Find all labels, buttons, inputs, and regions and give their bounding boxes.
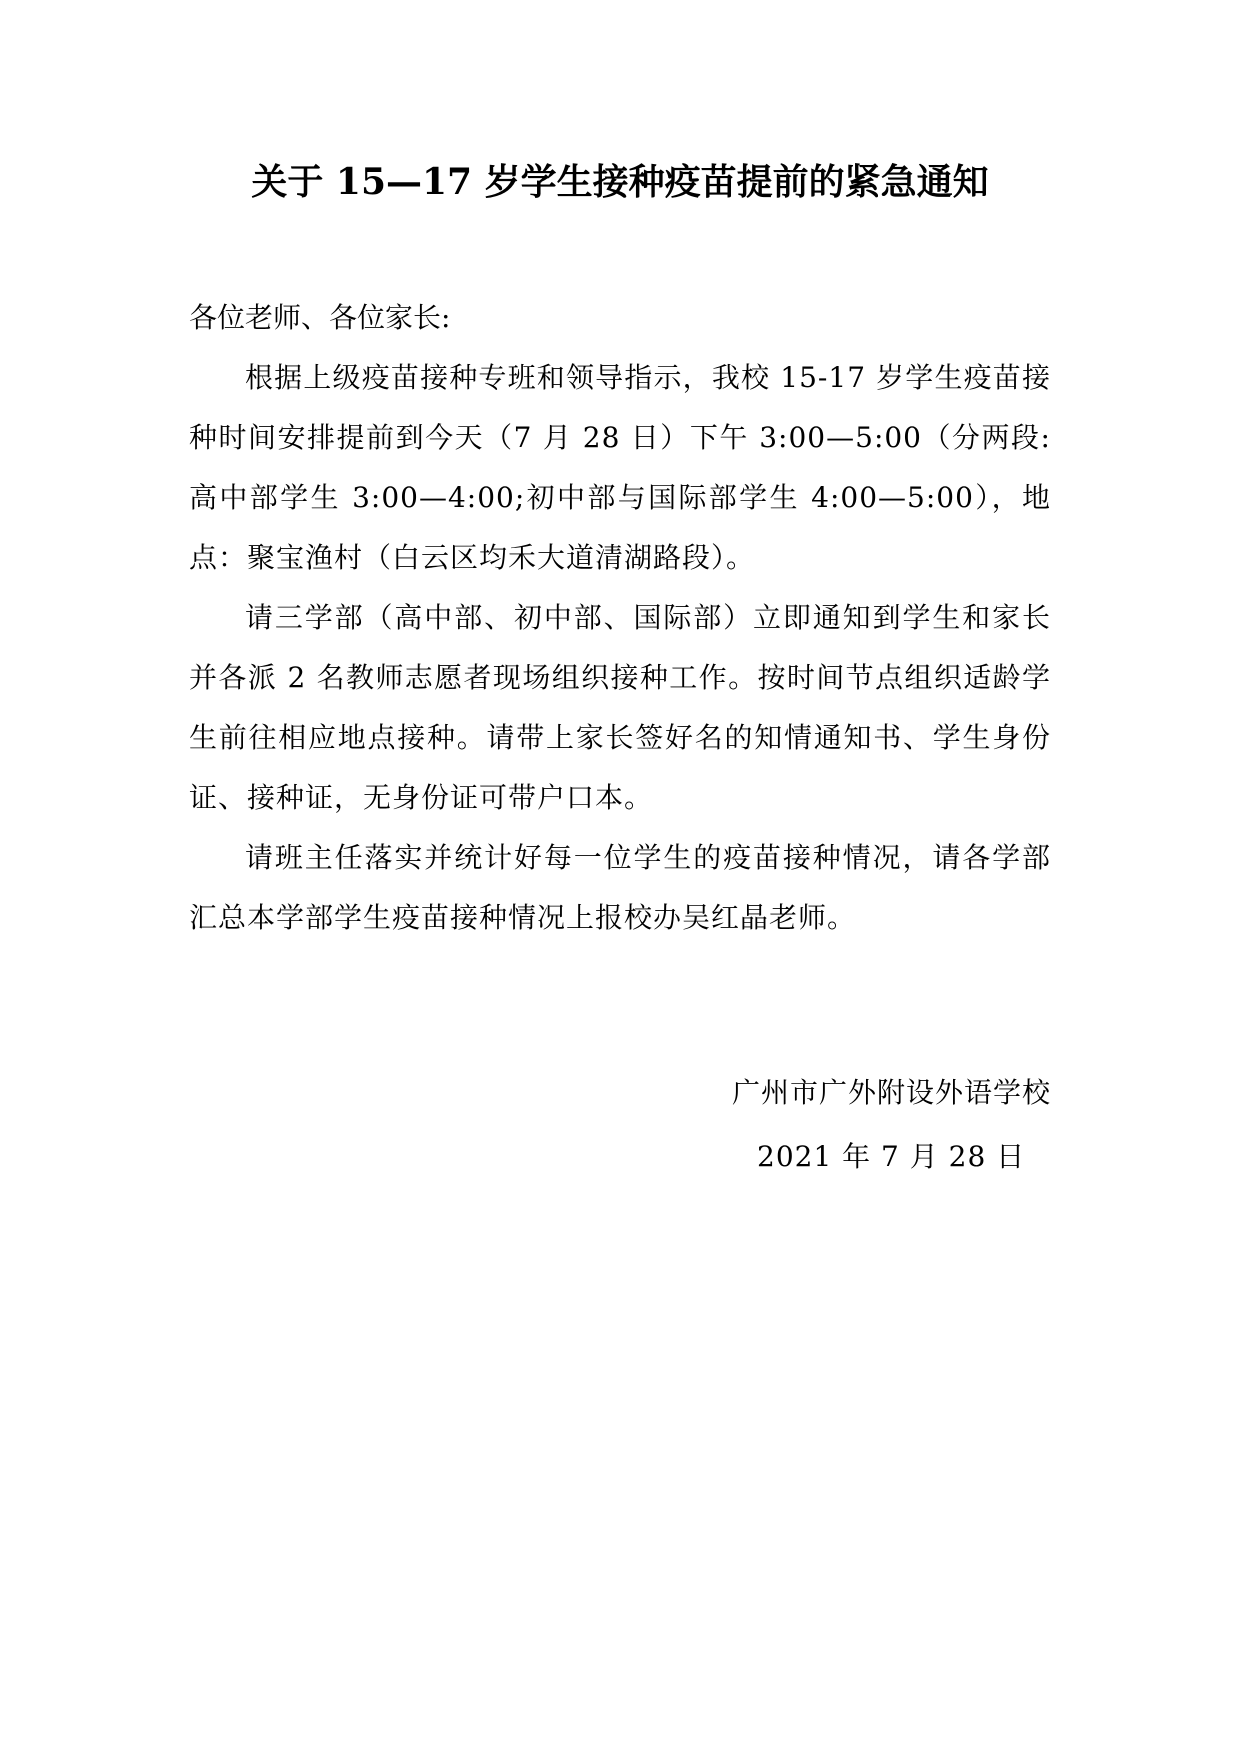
signature-date: 2021 年 7 月 28 日 (757, 1140, 1026, 1173)
document-title: 关于 15—17 岁学生接种疫苗提前的紧急通知 (251, 161, 989, 203)
salutation: 各位老师、各位家长: (189, 301, 451, 334)
paragraph-schedule: 根据上级疫苗接种专班和领导指示，我校 15-17 岁学生疫苗接种时间安排提前到今天（7 月 28 日）下午 3:00—5:00（分两段:高中部学生 3:00—4:00;初中部与国际部学生 4:00—5:00），地点：聚宝渔村（白云区均禾大道清湖路段）。 (189, 361, 1051, 574)
paragraph-reporting: 请班主任落实并统计好每一位学生的疫苗接种情况，请各学部汇总本学部学生疫苗接种情况上报校办吴红晶老师。 (189, 841, 1051, 934)
signature-school: 广州市广外附设外语学校 (731, 1076, 1051, 1109)
document-body (189, 288, 1051, 948)
paragraph-organization: 请三学部（高中部、初中部、国际部）立即通知到学生和家长并各派 2 名教师志愿者现场组织接种工作。按时间节点组织适龄学生前往相应地点接种。请带上家长签好名的知情通知书、学生身份证、接种证，无身份证可带户口本。 (189, 601, 1051, 814)
